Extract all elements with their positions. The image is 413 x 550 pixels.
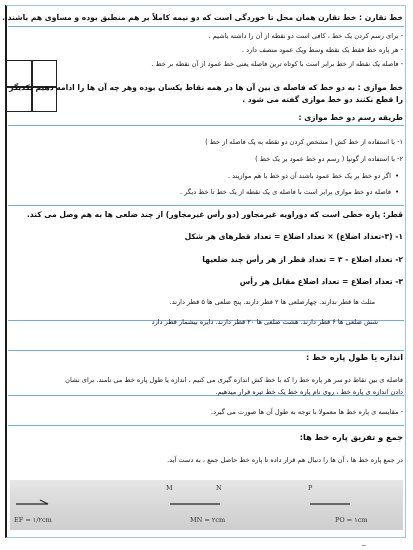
diagonal-counts-2: شش ضلعی ها ۶ قطر دارند. هشت ضلعی ها ٢٠ قطر دارند. دایره بیشمار قطر دارد — [151, 318, 378, 326]
diagonal-definition: قطر: پاره خطی است که دوراویه غیرمجاور (دو رأس غیرمجاور) از چند ضلعی ها به هم وصل می کند. — [26, 210, 403, 219]
bullet-parallel-distance: فاصله دو خط موازی برابر است با فاصله ی یک نقطه از یک خط تا خط دیگر . — [179, 188, 391, 196]
label-mn: MN = ۲cm — [190, 516, 226, 524]
method-ruler: ١- با استفاده از خط کش ( مشخص کردن دو نقطه به یک فاصله از خط ) — [205, 138, 403, 146]
bullet-dot: • — [395, 188, 400, 196]
formula-vertex-diagonals: ٢- تعداد اضلاع - ٣ = تعداد قطر از هر رأس چند ضلعیها — [202, 255, 403, 264]
divider-2 — [8, 205, 404, 206]
parallel-definition-cont: را قطع نکنند دو خط موازی گفته می شود . — [242, 95, 403, 104]
divider-6 — [8, 425, 404, 426]
method-square: ٢- با استفاده از گونیا ( رسم دو خط عمود بر یک خط ) — [255, 155, 403, 163]
bullet-perpendicular: اگر دو خط بر یک خط عمود باشند آن دو خط با هم موازیند . — [227, 172, 391, 180]
formula-diagonals: ١- (٣-تعداد اضلاع) × تعداد اضلاع = تعداد قطرهای هر شکل — [184, 232, 403, 241]
segment-length-heading: اندازه یا طول پاره خط : — [306, 352, 403, 362]
label-ef: EF = ۱/۲cm — [14, 516, 52, 524]
divider-4 — [8, 350, 404, 351]
segment-length-text: فاصله ی بین نقاط دو سر هر پاره خط را که با خط کش اندازه گیری می کنیم ، اندازه یا طول پاره خط می نامند. برای نشان — [65, 376, 403, 384]
divider-top — [8, 26, 404, 27]
note-distance: - فاصله یک نقطه از خط برابر است با کوتاه ترین فاصله یعنی خط عمود از آن نقطه بر خط . — [151, 60, 403, 68]
parallel-method-heading: طریقه رسم دو خط موازی : — [298, 113, 403, 122]
label-m: M — [166, 484, 173, 492]
segment-sum-text: در جمع پاره خط ها ، آن ها را دنبال هم قرار داده تا پاره خط حاصل جمع ، به دست آید. — [167, 456, 403, 464]
note-midpoint: - هر پاره خط فقط یک نقطه وسط ویک عمود منصف دارد . — [241, 46, 403, 54]
page-footer-mark: ــ — [362, 541, 366, 548]
segment-compare-note: - مقایسه ی پاره خط ها معمولا با توجه به طول آن ها صورت می گیرد. — [210, 408, 403, 416]
label-p: P — [308, 484, 313, 492]
segment-sum-heading: جمع و تفریق پاره خط ها: — [299, 432, 403, 442]
note-two-points: - برای رسم کردن یک خط ، کافی است دو نقطه از آن را داشته باشیم . — [208, 32, 403, 40]
diagonal-counts-1: مثلث ها قطر ندارند. چهارضلعی ها ٢ قطر دارند. پنج ضلعی ها ۵ قطر دارند. — [169, 298, 375, 306]
label-po: PO = ۱cm — [335, 516, 368, 524]
bullet-dot: • — [395, 172, 400, 180]
segment-length-text-cont: دادن اندازه ی پاره خط ، روی نام پاره خط یک خط تیره قرار میدهیم. — [215, 388, 403, 396]
label-n: N — [216, 484, 222, 492]
formula-opposite-sides: ٣- تعداد اضلاع = تعداد اضلاع مقابل هر رأس — [239, 277, 403, 286]
parallel-definition: خط موازی : به دو خط که فاصله ی بین آن ها در همه نقاط یکسان بوده وهر چه آن ها را ادامه دهیم یکدیگر — [9, 83, 403, 92]
divider-1 — [8, 125, 404, 126]
segment-sum-figure — [10, 480, 403, 530]
line-symmetry-definition: خط تقارن : خط تقارن همان محل تا خوردگی است که دو نیمه کاملاً بر هم منطبق بوده و مساوی هم باشند . — [2, 13, 403, 22]
